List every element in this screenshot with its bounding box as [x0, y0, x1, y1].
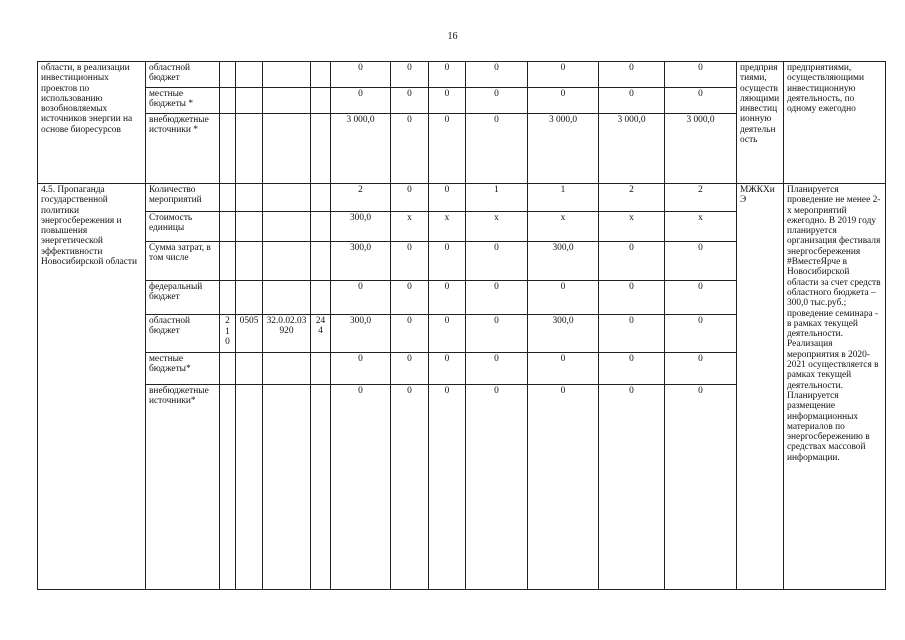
table-row: местные бюджеты* 0 0 0 0 0 0 0: [38, 353, 886, 385]
measure-name: области, в реализации инвестиционных проектов по использованию возобновляемых источников энергии на основе биоресурсов: [38, 62, 146, 184]
page-number: 16: [447, 31, 458, 42]
row-label: местные бюджеты *: [146, 88, 220, 114]
table-row: 4.5. Пропаганда государственной политики энергосбережения и повышения энергетической эффективности Новосибирской области Количество мероприятий 2 0 0 1 1 2 2 МЖКХиЭ Планируется проведение не менее 2-х мероприятий ежегодно. В 2019 году планируется организация фестиваля энергосбережения #ВместеЯрче в Новосибирской области за счет средств областного бюджета – 300,0 тыс.руб.; проведение семинара - в рамках текущей деятельности. Реализация мероприятия в 2020-2021 осуществляется в рамках текущей деятельности. Планируется размещение информационных материалов по энергосбережению в средствах массовой информации.: [38, 184, 886, 212]
row-label: местные бюджеты*: [146, 353, 220, 385]
row-label: внебюджетные источники*: [146, 385, 220, 590]
table-row: местные бюджеты * 0 0 0 0 0 0 0: [38, 88, 886, 114]
table-row: Сумма затрат, в том числе 300,0 0 0 0 300,0 0 0: [38, 242, 886, 281]
grbs-code: 2 1 0: [220, 315, 236, 353]
row-label: федеральный бюджет: [146, 281, 220, 315]
table-row: внебюджетные источники* 0 0 0 0 0 0 0: [38, 385, 886, 590]
row-label: областной бюджет: [146, 315, 220, 353]
measure-name: 4.5. Пропаганда государственной политики энергосбережения и повышения энергетической эффективности Новосибирской области: [38, 184, 146, 590]
program-table: [37, 61, 886, 590]
row-label: внебюджетные источники *: [146, 114, 220, 184]
table-row: областной бюджет 2 1 0 0505 32.0.02.03920 244 300,0 0 0 0 300,0 0 0: [38, 315, 886, 353]
expected-result: Планируется проведение не менее 2-х мероприятий ежегодно. В 2019 году планируется организация фестиваля энергосбережения #ВместеЯрче в Новосибирской области за счет средств областного бюджета – 300,0 тыс.руб.; проведение семинара - в рамках текущей деятельности. Реализация мероприятия в 2020-2021 осуществляется в рамках текущей деятельности. Планируется размещение информационных материалов по энергосбережению в средствах массовой информации.: [784, 184, 886, 590]
vr-code: 244: [311, 315, 331, 353]
table-row: области, в реализации инвестиционных проектов по использованию возобновляемых источников энергии на основе биоресурсов областной бюджет 0 0 0 0 0 0 0 предприятиями, осуществляющими инвестиционную деятельность предприятиями, осуществляющими инвестиционную деятельность, по одному ежегодно: [38, 62, 886, 88]
row-label: Сумма затрат, в том числе: [146, 242, 220, 281]
executor: МЖКХиЭ: [737, 184, 784, 590]
expected-result: предприятиями, осуществляющими инвестиционную деятельность, по одному ежегодно: [784, 62, 886, 184]
executor: предприятиями, осуществляющими инвестиционную деятельность: [737, 62, 784, 184]
table-row: внебюджетные источники * 3 000,0 0 0 0 3 000,0 3 000,0 3 000,0: [38, 114, 886, 184]
csr-code: 32.0.02.03920: [263, 315, 311, 353]
row-label: областной бюджет: [146, 62, 220, 88]
table-row: Стоимость единицы 300,0 x x x x x x: [38, 212, 886, 242]
row-label: Стоимость единицы: [146, 212, 220, 242]
table-row: федеральный бюджет 0 0 0 0 0 0 0: [38, 281, 886, 315]
rz-code: 0505: [236, 315, 263, 353]
row-label: Количество мероприятий: [146, 184, 220, 212]
